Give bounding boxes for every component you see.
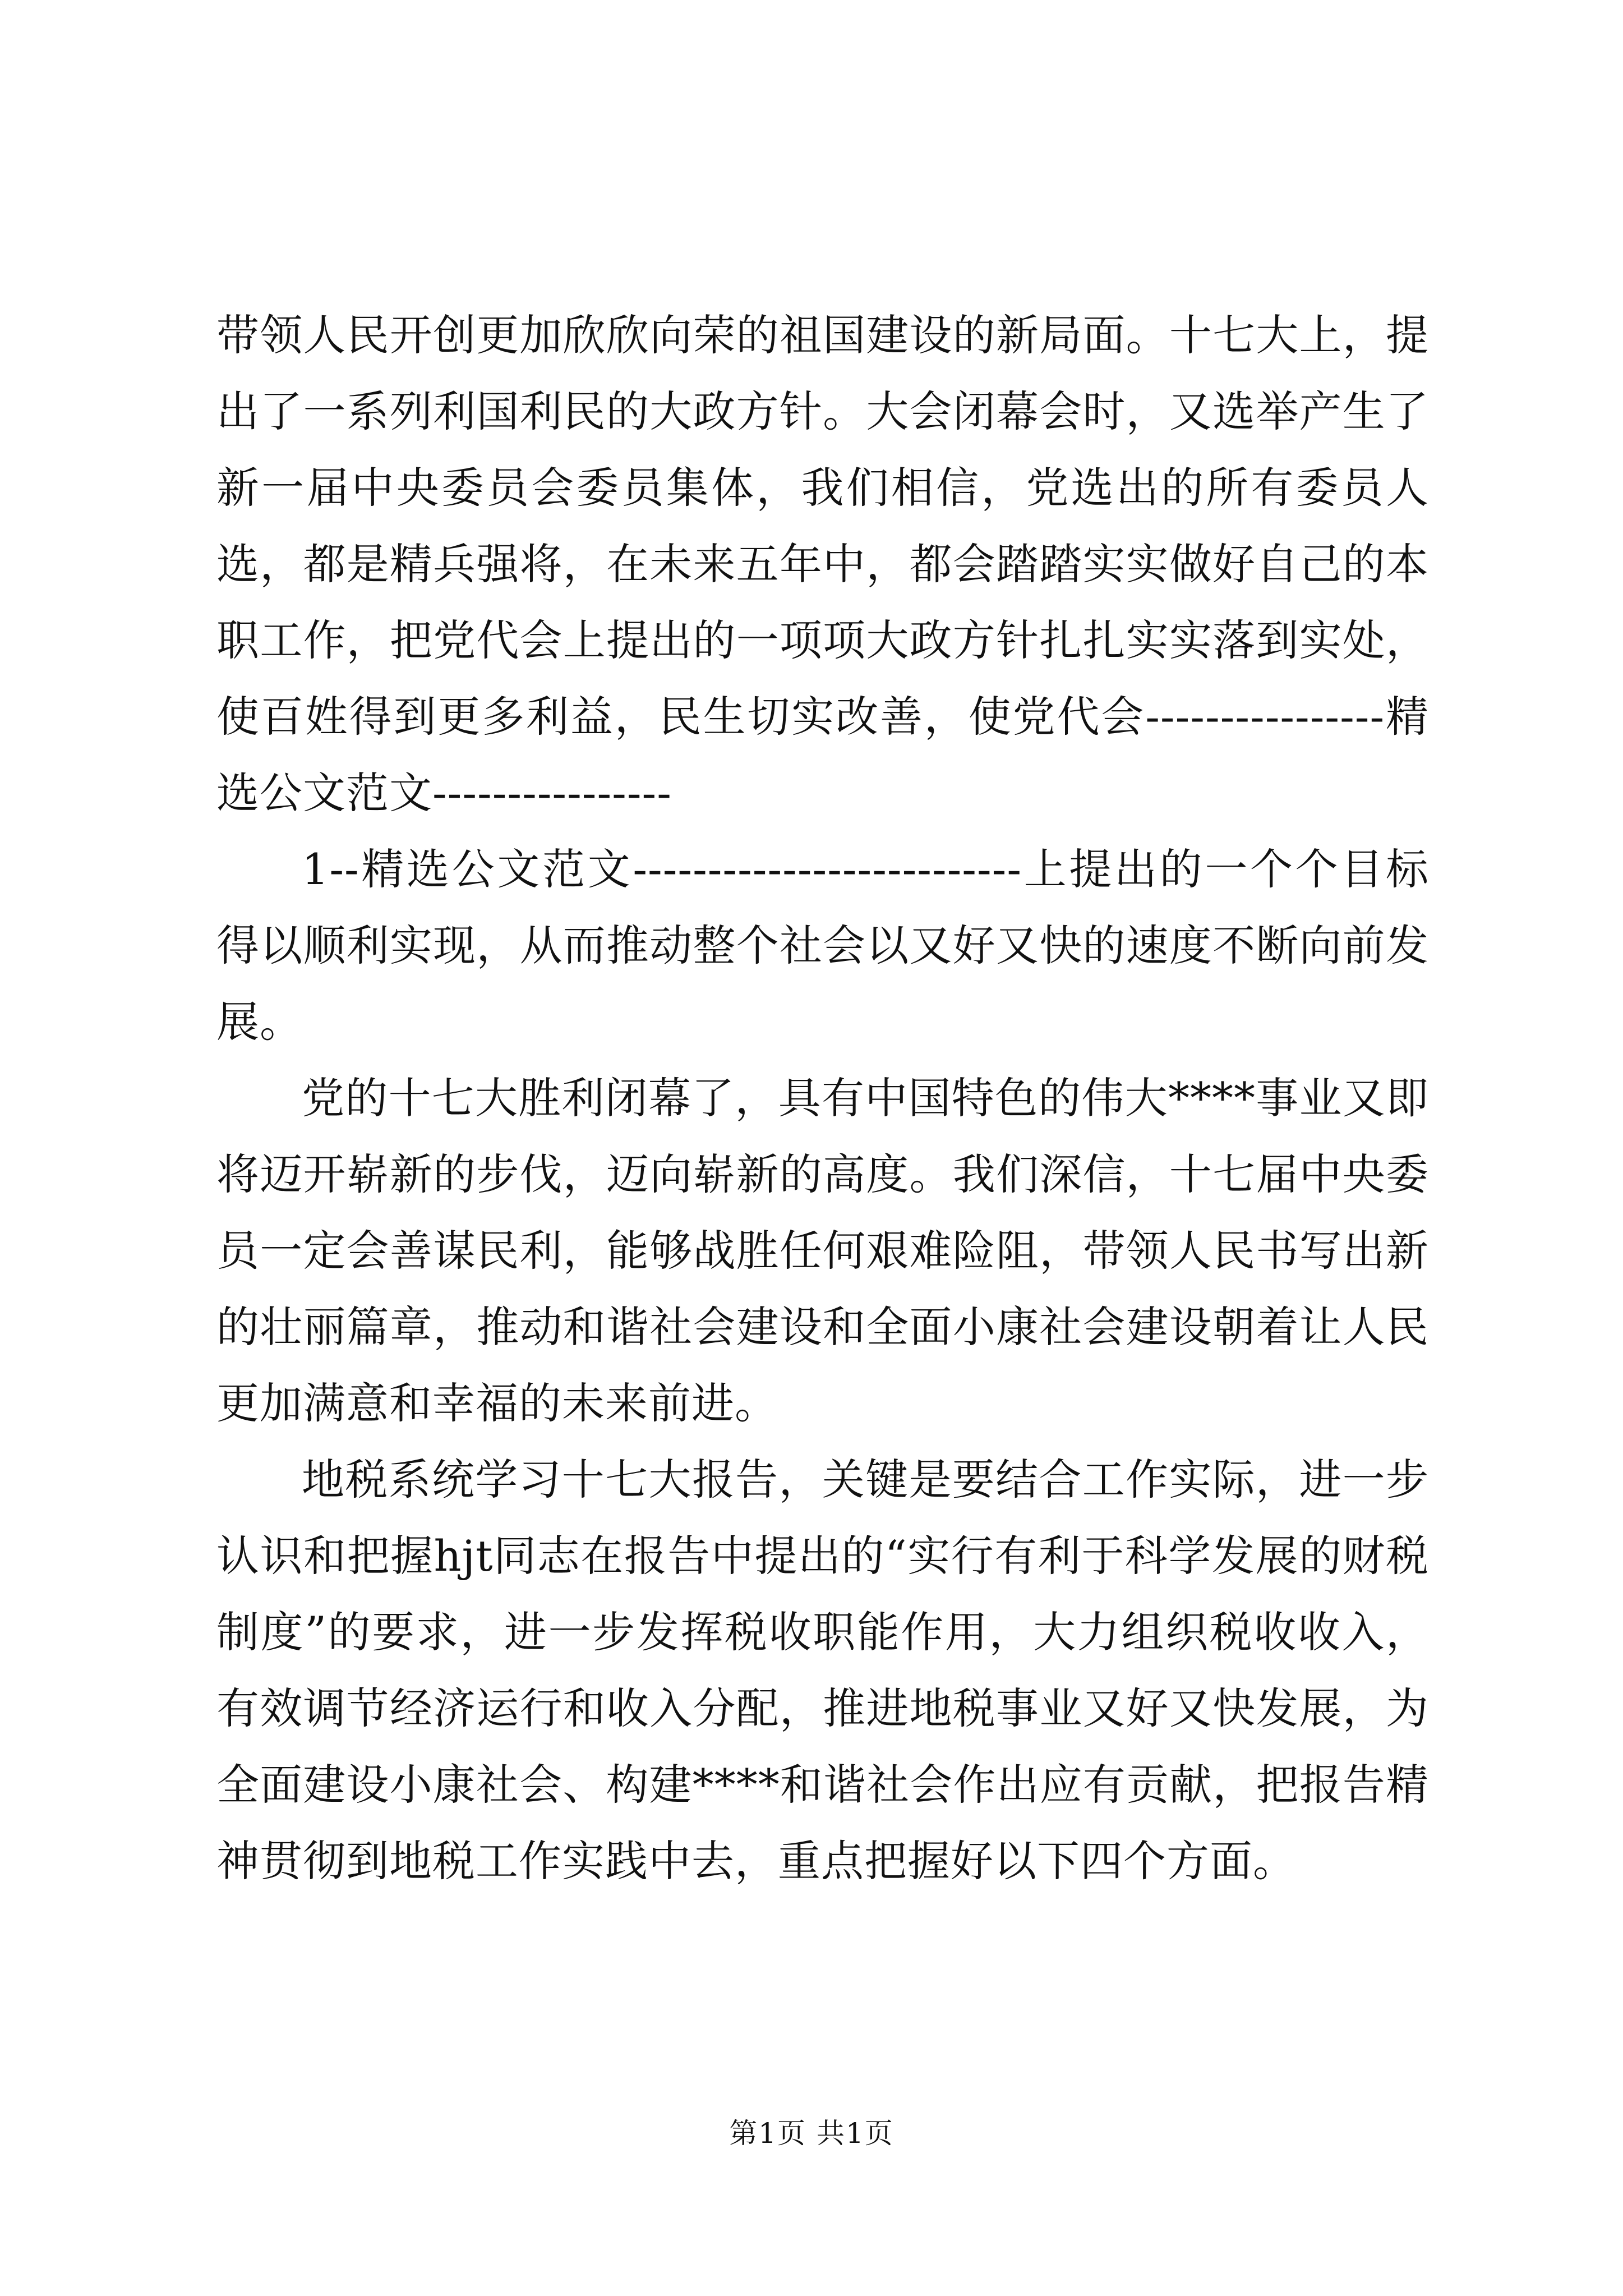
paragraph-1: 带领人民开创更加欣欣向荣的祖国建设的新局面。十七大上，提出了一系列利国利民的大政方针。大会闭幕会时，又选举产生了新一届中央委员会委员集体，我们相信，党选出的所有委员人选，都是精兵强将，在未来五年中，都会踏踏实实做好自己的本职工作，把党代会上提出的一项项大政方针扎扎实实落到实处，使百姓得到更多利益，民生切实改善，使党代会----------------精选公文范文---------------- — [216, 310, 1429, 818]
paragraph-3: 党的十七大胜利闭幕了，具有中国特色的伟大****事业又即将迈开崭新的步伐，迈向崭新的高度。我们深信，十七届中央委员一定会善谋民利，能够战胜任何艰难险阻，带领人民书写出新的壮丽篇章，推动和谐社会建设和全面小康社会建设朝着让人民更加满意和幸福的未来前进。 — [216, 1073, 1429, 1428]
paragraph-4: 地税系统学习十七大报告，关键是要结合工作实际，进一步认识和把握hjt同志在报告中提出的“实行有利于科学发展的财税制度”的要求，进一步发挥税收职能作用，大力组织税收收入，有效调节经济运行和收入分配，推进地税事业又好又快发展，为全面建设小康社会、构建****和谐社会作出应有贡献，把报告精神贯彻到地税工作实践中去，重点把握好以下四个方面。 — [216, 1455, 1429, 1886]
document-body — [216, 297, 1429, 1899]
paragraph-2: 1--精选公文范文--------------------------上提出的一个个目标得以顺利实现，从而推动整个社会以又好又快的速度不断向前发展。 — [216, 844, 1429, 1047]
page-footer: 第1页 共1页 — [729, 2117, 894, 2150]
